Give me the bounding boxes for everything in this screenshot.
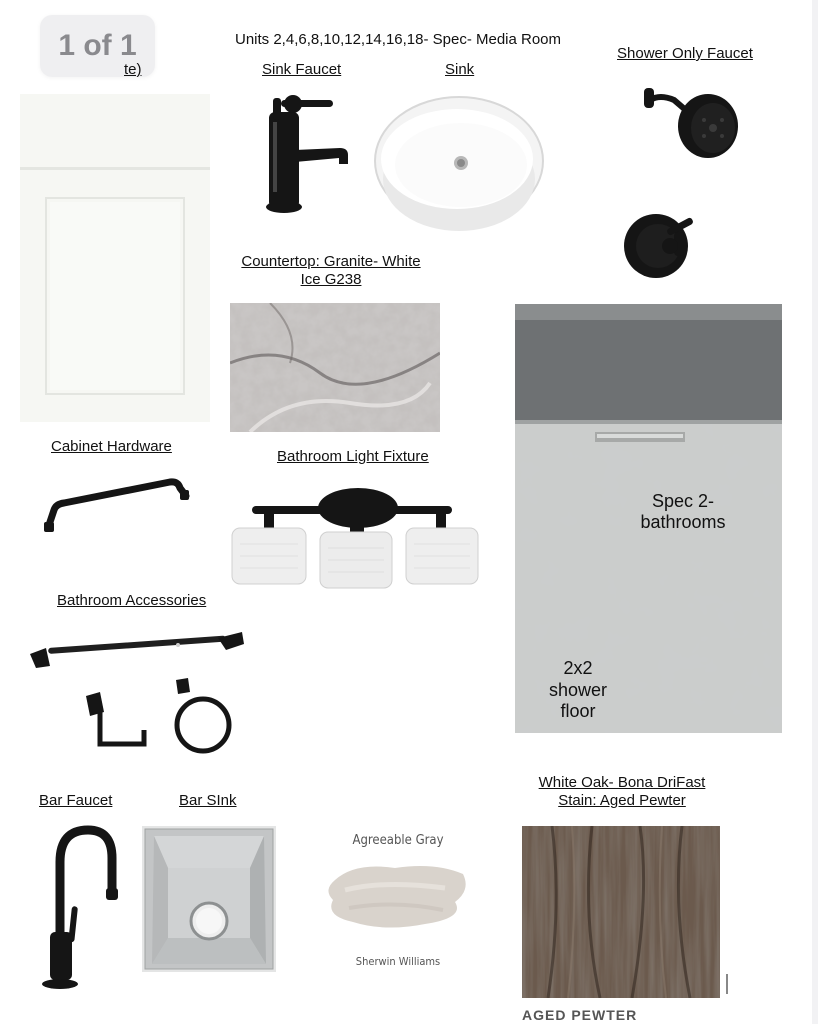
bar-sink-label: Bar SInk — [179, 792, 237, 809]
shower-floor-line3: floor — [560, 701, 596, 721]
countertop-label-line2: Ice G238 — [300, 271, 362, 288]
tile-note-line1: Spec 2- — [651, 491, 715, 511]
shower-floor-line1: 2x2 — [563, 658, 593, 678]
bar-sink-image — [142, 826, 276, 972]
shower-faucet-label: Shower Only Faucet — [617, 45, 753, 62]
page-indicator: 1 of 1 — [40, 15, 155, 77]
board-title: Units 2,4,6,8,10,12,14,16,18- Spec- Media Room — [235, 31, 562, 48]
accessories-label: Bathroom Accessories — [57, 592, 207, 609]
bar-faucet-label: Bar Faucet — [39, 792, 113, 809]
paint-name: Agreeable Gray — [352, 833, 444, 848]
shower-valve-image — [620, 202, 702, 290]
cursor-mark — [726, 974, 728, 994]
cabinet-label: te) — [124, 61, 142, 78]
light-fixture-image — [230, 484, 480, 590]
paint-swatch-image — [325, 860, 470, 932]
cabinet-hardware-label: Cabinet Hardware — [51, 438, 172, 455]
stain-label-line2: Stain: Aged Pewter — [558, 792, 686, 809]
light-fixture-label: Bathroom Light Fixture — [277, 448, 429, 465]
sink-faucet-label: Sink Faucet — [262, 61, 342, 78]
granite-swatch-image — [230, 303, 440, 432]
stain-label-line1: White Oak- Bona DriFast — [538, 774, 706, 791]
bathroom-accessories-image — [28, 628, 248, 768]
wood-stain-image — [522, 826, 720, 998]
sink-label: Sink — [445, 61, 475, 78]
stain-caption: AGED PEWTER — [522, 1007, 638, 1023]
viewer-gutter — [812, 0, 818, 1024]
shower-head-image — [640, 78, 745, 168]
paint-brand: Sherwin Williams — [355, 955, 441, 968]
shower-floor-line2: shower — [548, 680, 608, 700]
oval-sink-image — [373, 93, 548, 245]
countertop-label-line1: Countertop: Granite- White — [241, 253, 421, 270]
bar-faucet-image — [38, 822, 122, 994]
cabinet-door-image — [20, 94, 210, 422]
sink-faucet-image — [255, 92, 355, 217]
tile-note-line2: bathrooms — [640, 512, 726, 532]
cabinet-pull-image — [40, 470, 190, 540]
